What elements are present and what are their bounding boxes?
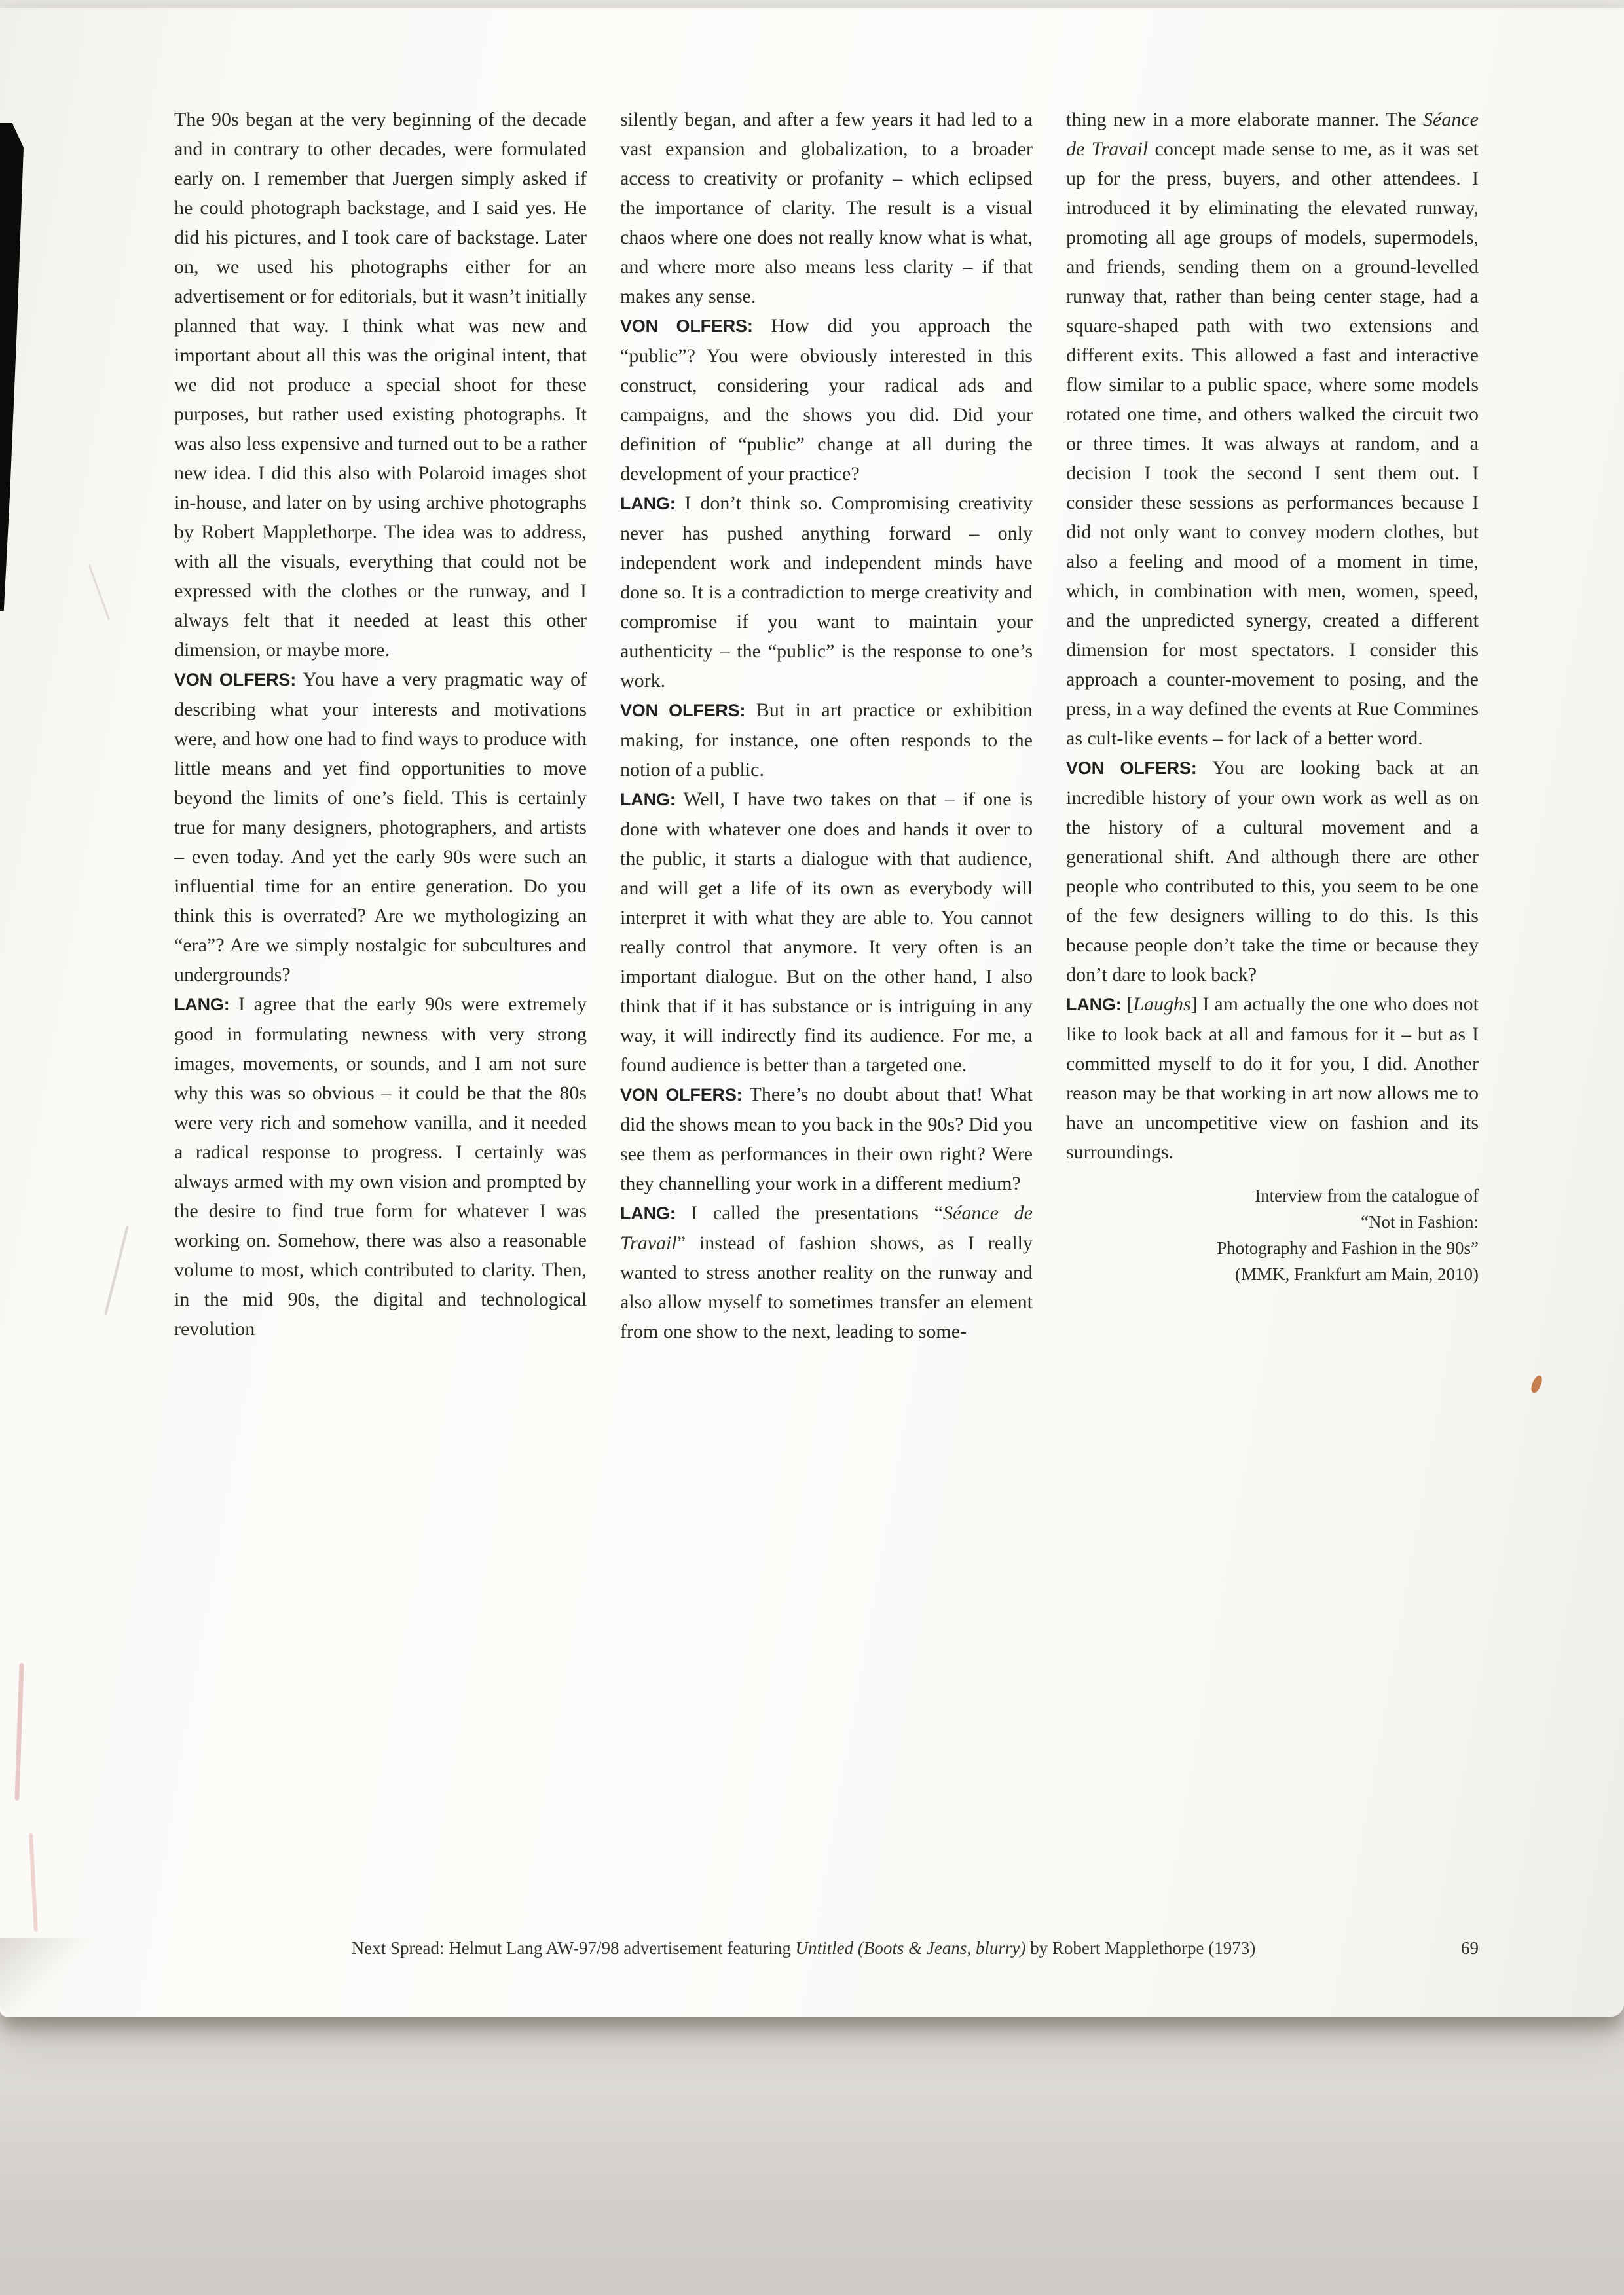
credit-line: Photography and Fashion in the 90s” [1217,1238,1479,1258]
paragraph: VON OLFERS: How did you approach the “public”? You were obviously interested in this construct, considering your radical ads and campaigns, and the shows you did. Did your definition of “public” change at all during the development of your practice? [620,315,1033,485]
paragraph: VON OLFERS: There’s no doubt about that! What did the shows mean to you back in the 90s? Did you see them as performances in their own right? Were they channelling your work in a different medium? [620,1084,1033,1194]
magazine-page [0,8,1624,2017]
column-2-paragraphs [620,105,1033,1346]
page-corner-shadow [0,1938,98,2017]
paragraph: VON OLFERS: You have a very pragmatic way of describing what your interests and motivations were, and how one had to find ways to produce with little means and yet find opportunities to move beyond the limits of one’s field. This is certainly true for many designers, photographers, and artists – even today. And yet the early 90s were such an influential time for an entire generation. Do you think this is overrated? Are we mythologizing an “era”? Are we simply nostalgic for subcultures and undergrounds? [174,669,587,985]
speaker-label: LANG: [1066,995,1122,1014]
paragraph: LANG: I agree that the early 90s were extremely good in formulating newness with very strong images, movements, or sounds, and I am not sure why this was so obvious – it could be that the 80s were very rich and somehow vanilla, and it needed a radical response to progress. I certainly was always armed with my own vision and prompted by the desire to find true form for whatever I was working on. Somehow, there was also a reasonable volume to most, which contributed to clarity. Then, in the mid 90s, the digital and technological revolution [174,993,587,1340]
paragraph: VON OLFERS: You are looking back at an incredible history of your own work as well as on the history of a cultural movement and a generational shift. And although there are other people who contributed to this, you seem to be one of the few designers willing to do this. Is this because people don’t take the time or because they don’t dare to look back? [1066,757,1479,985]
speaker-label: VON OLFERS: [620,316,753,336]
paragraph: LANG: Well, I have two takes on that – if one is done with whatever one does and hands it over to the public, it starts a dialogue with that audience, and will get a life of its own as everybody will interpret it with what they are able to. You cannot really control that anymore. It very often is an important dialogue. But on the other hand, I also think that if it has substance or is intriguing in any way, it will indirectly find its audience. For me, a found audience is better than a targeted one. [620,788,1033,1076]
credit-line: “Not in Fashion: [1361,1212,1479,1232]
paragraph: silently began, and after a few years it had led to a vast expansion and globalization, to a broader access to creativity or profanity – which eclipsed the importance of clarity. The result is a visual chaos where one does not really know what is what, and where more also means less clarity – if that makes any sense. [620,109,1033,307]
speaker-label: LANG: [174,995,230,1014]
italic-text: Laughs [1133,993,1191,1015]
credit-line: (MMK, Frankfurt am Main, 2010) [1235,1264,1479,1284]
text-column-2 [620,105,1033,1346]
paragraph: LANG: I don’t think so. Compromising creativity never has pushed anything forward – only independent work and independent minds have done so. It is a contradiction to merge creativity and compromise if you want to maintain your authenticity – the “public” is the response to one’s work. [620,492,1033,691]
text-column-1 [174,105,587,1346]
speaker-label: VON OLFERS: [174,670,296,689]
paragraph: thing new in a more elaborate manner. The Séance de Travail concept made sense to me, as it was set up for the press, buyers, and other attendees. I introduced it by eliminating the elevated runway, promoting all age groups of models, supermodels, and friends, sending them on a ground-levelled runway that, rather than being center stage, had a square-shaped path with two extensions and different exits. This allowed a fast and interactive flow similar to a public space, where some models rotated one time, and others walked the circuit two or three times. It was always at random, and a decision I took the second I sent them out. I consider these sessions as performances because I did not only want to convey modern clothes, but also a feeling and mood of a moment in time, which, in combination with men, women, speed, and the unpredicted synergy, created a different dimension for most spectators. I consider this approach a counter-movement to posing, and the press, in a way defined the events at Rue Commines as cult-like events – for lack of a better word. [1066,109,1479,749]
paragraph: LANG: I called the presentations “Séance de Travail” instead of fashion shows, as I really wanted to stress another reality on the runway and also allow myself to sometimes transfer an element from one show to the next, leading to some- [620,1202,1033,1342]
interview-text-block [174,105,1479,1346]
page-number: 69 [1461,1938,1479,1958]
column-3-paragraphs [1066,105,1479,1167]
speaker-label: LANG: [620,790,676,809]
speaker-label: VON OLFERS: [620,1085,743,1105]
column-1-paragraphs [174,105,587,1344]
footer-caption: Next Spread: Helmut Lang AW-97/98 advertisement featuring Untitled (Boots & Jeans, blurry) by Robert Mapplethorpe (1973) [351,1938,1256,1958]
speaker-label: VON OLFERS: [1066,758,1197,778]
text-column-3 [1066,105,1479,1346]
speaker-label: VON OLFERS: [620,701,746,720]
speaker-label: LANG: [620,494,676,513]
italic-text: Séance de Travail [1066,109,1479,160]
page-footer [174,1938,1479,1958]
paragraph: The 90s began at the very beginning of the decade and in contrary to other decades, were formulated early on. I remember that Juergen simply asked if he could photograph backstage, and I said yes. He did his pictures, and I took care of backstage. Later on, we used his photographs either for an advertisement or for editorials, but it wasn’t initially planned that way. I think what was new and important about all this was the original intent, that we did not produce a special shoot for these purposes, but rather used existing photographs. It was also less expensive and turned out to be a rather new idea. I did this also with Polaroid images shot in-house, and later on by using archive photographs by Robert Mapplethorpe. The idea was to address, with all the visuals, everything that could not be expressed with the clothes or the runway, and I always felt that it needed at least this other dimension, or maybe more. [174,109,587,661]
credit-block [1066,1183,1479,1287]
credit-line: Interview from the catalogue of [1255,1186,1479,1205]
paragraph: VON OLFERS: But in art practice or exhibition making, for instance, one often responds to the notion of a public. [620,699,1033,780]
italic-text: Séance de Travail [620,1202,1033,1254]
italic-text: Untitled (Boots & Jeans, blurry) [795,1938,1026,1958]
paragraph: LANG: [Laughs] I am actually the one who does not like to look back at all and famous for it – but as I committed myself to do it for you, I did. Another reason may be that working in art now allows me to have an uncompetitive view on fashion and its surroundings. [1066,993,1479,1163]
speaker-label: LANG: [620,1203,676,1223]
